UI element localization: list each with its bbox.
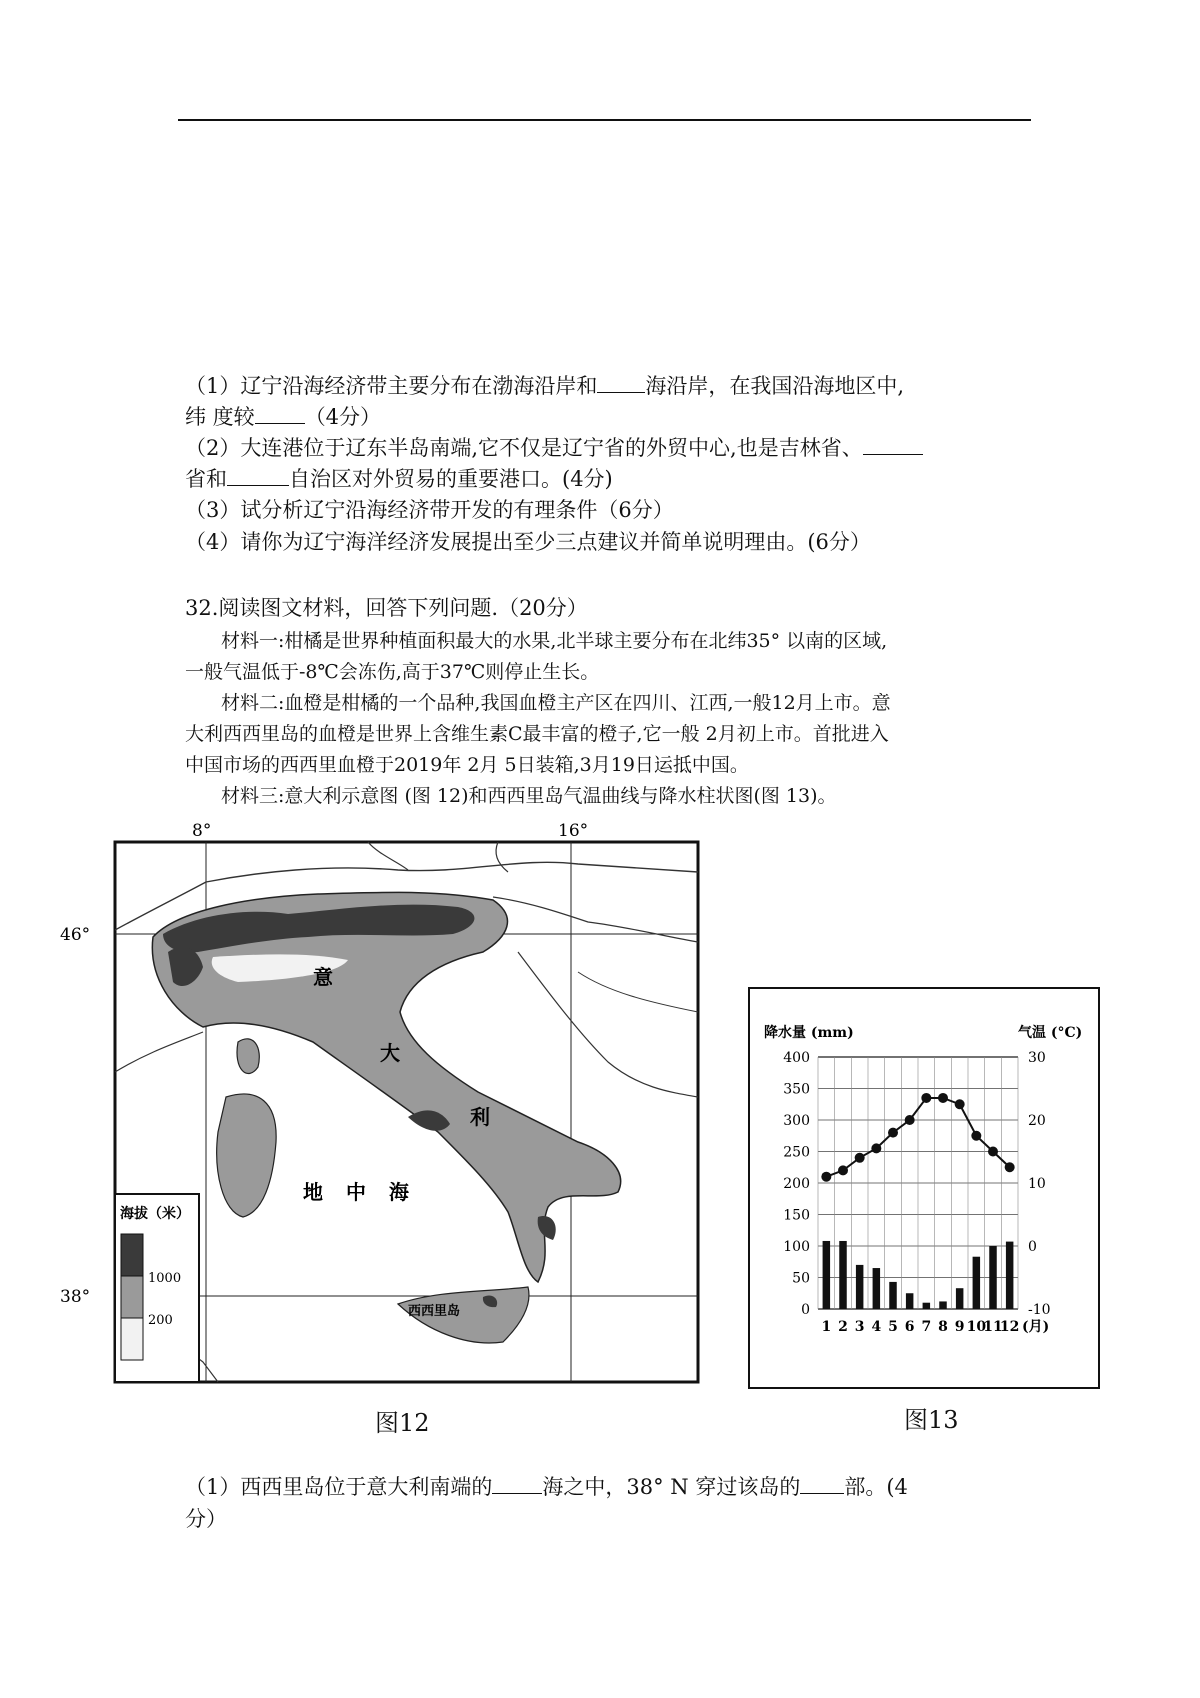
temperature-point xyxy=(988,1147,998,1157)
right-tick-label: 20 xyxy=(1028,1113,1046,1129)
country-char-2: 大 xyxy=(380,1041,400,1065)
q32-sub1-line2: 分） xyxy=(185,1507,227,1531)
right-axis-label: 气温 (°C) xyxy=(1018,1025,1083,1041)
temperature-point xyxy=(938,1093,948,1103)
month-tick-label: 5 xyxy=(888,1319,898,1335)
temperature-point xyxy=(971,1131,981,1141)
figure-12-caption: 图12 xyxy=(375,1409,430,1437)
right-tick-label: -10 xyxy=(1028,1302,1051,1318)
figure-13-caption: 图13 xyxy=(904,1406,959,1434)
material-3: 材料三:意大利示意图 (图 12)和西西里岛气温曲线与降水柱状图(图 13)。 xyxy=(221,785,837,807)
lon-label-16: 16° xyxy=(558,821,589,841)
precipitation-bar xyxy=(956,1288,964,1309)
country-char-1: 意 xyxy=(313,965,333,989)
material-2-line2: 大利西西里岛的血橙是世界上含维生素C最丰富的橙子,它一般 2月初上市。首批进入 xyxy=(185,723,889,745)
q31-sub1-line1: （1）辽宁沿海经济带主要分布在渤海沿岸和 海沿岸，在我国沿海地区中, xyxy=(185,374,905,398)
month-tick-label: 7 xyxy=(921,1319,932,1335)
right-tick-label: 10 xyxy=(1028,1176,1046,1192)
left-tick-label: 300 xyxy=(783,1113,810,1129)
left-tick-label: 150 xyxy=(783,1207,810,1224)
q31-sub4: （4）请你为辽宁海洋经济发展提出至少三点建议并简单说明理由。(6分） xyxy=(185,530,871,554)
month-tick-label: 3 xyxy=(854,1319,865,1335)
precipitation-bar xyxy=(906,1293,914,1309)
precipitation-bar xyxy=(923,1303,931,1309)
precipitation-bar xyxy=(823,1241,831,1309)
temperature-point xyxy=(838,1165,848,1175)
corsica-island xyxy=(237,1039,259,1074)
answer-blank[interactable] xyxy=(597,372,645,393)
q31-sub2-line2: 省和 自治区对外贸易的重要港口。(4分) xyxy=(185,467,613,491)
sea-label: 地 中 海 xyxy=(303,1180,417,1204)
temperature-point xyxy=(871,1143,881,1153)
q31-sub1-line2: 纬 度较 （4分） xyxy=(185,405,382,429)
temperature-point xyxy=(821,1172,831,1182)
temperature-point xyxy=(955,1099,965,1109)
answer-blank[interactable] xyxy=(227,465,289,486)
temperature-point xyxy=(888,1128,898,1138)
header-rule xyxy=(178,119,1031,121)
month-tick-label: 11 xyxy=(983,1319,1003,1335)
right-tick-label: 0 xyxy=(1028,1239,1037,1255)
month-tick-label: 4 xyxy=(871,1319,882,1335)
left-tick-label: 400 xyxy=(783,1050,810,1066)
precipitation-bar xyxy=(939,1301,947,1309)
lat-label-46: 46° xyxy=(60,925,91,945)
answer-blank[interactable] xyxy=(255,403,305,424)
right-tick-label: 30 xyxy=(1028,1050,1046,1066)
q32-title: 32.阅读图文材料，回答下列问题.（20分） xyxy=(185,596,588,620)
month-tick-label: 2 xyxy=(838,1319,848,1335)
left-tick-label: 0 xyxy=(801,1302,810,1318)
precipitation-bar xyxy=(839,1241,847,1309)
left-axis-label: 降水量 (mm) xyxy=(764,1025,854,1041)
answer-blank[interactable] xyxy=(492,1473,542,1494)
temperature-point xyxy=(905,1115,915,1125)
legend-swatch-low xyxy=(121,1318,143,1360)
material-1-line2: 一般气温低于-8℃会冻伤,高于37℃则停止生长。 xyxy=(185,661,600,683)
legend-title: 海拔（米） xyxy=(120,1206,190,1222)
lat-label-38: 38° xyxy=(60,1287,91,1307)
lon-label-8: 8° xyxy=(192,821,212,841)
precipitation-bar xyxy=(1006,1242,1014,1309)
legend-swatch-mid xyxy=(121,1276,143,1318)
month-tick-label: 12 xyxy=(999,1319,1020,1335)
answer-blank[interactable] xyxy=(863,434,923,455)
precipitation-bar xyxy=(889,1282,897,1309)
month-unit-label: (月) xyxy=(1022,1319,1050,1335)
material-1-line1: 材料一:柑橘是世界种植面积最大的水果,北半球主要分布在北纬35° 以南的区域, xyxy=(221,630,888,652)
temperature-point xyxy=(1005,1162,1015,1172)
legend-swatch-high xyxy=(121,1234,143,1276)
month-tick-label: 9 xyxy=(954,1319,965,1335)
legend-level-1000: 1000 xyxy=(148,1271,182,1286)
left-tick-label: 200 xyxy=(783,1176,810,1192)
material-2-line1: 材料二:血橙是柑橘的一个品种,我国血橙主产区在四川、江西,一般12月上市。意 xyxy=(221,692,891,714)
climate-chart-figure xyxy=(748,987,1100,1389)
country-char-3: 利 xyxy=(470,1105,490,1129)
temperature-point xyxy=(921,1093,931,1103)
precipitation-bar xyxy=(973,1257,981,1309)
precipitation-bar xyxy=(873,1268,881,1309)
month-tick-label: 1 xyxy=(821,1319,832,1335)
q31-sub2-line1: （2）大连港位于辽东半岛南端,它不仅是辽宁省的外贸中心,也是吉林省、 xyxy=(185,433,923,464)
material-2-line3: 中国市场的西西里血橙于2019年 2月 5日装箱,3月19日运抵中国。 xyxy=(185,754,749,776)
island-label: 西西里岛 xyxy=(408,1304,461,1319)
month-tick-label: 6 xyxy=(904,1319,915,1335)
left-tick-label: 100 xyxy=(783,1239,810,1255)
month-tick-label: 8 xyxy=(938,1319,948,1335)
month-tick-label: 10 xyxy=(966,1319,987,1335)
left-tick-label: 350 xyxy=(783,1081,810,1098)
answer-blank[interactable] xyxy=(800,1473,844,1494)
legend-level-200: 200 xyxy=(148,1313,173,1328)
q32-sub1-line1: （1）西西里岛位于意大利南端的 海之中，38° N 穿过该岛的 部。(4 xyxy=(185,1475,908,1499)
precipitation-bar xyxy=(989,1246,997,1309)
left-tick-label: 50 xyxy=(792,1270,810,1287)
left-tick-label: 250 xyxy=(783,1144,810,1161)
q31-sub3: （3）试分析辽宁沿海经济带开发的有理条件（6分） xyxy=(185,498,674,522)
temperature-point xyxy=(855,1153,865,1163)
italy-map-figure xyxy=(60,821,700,1387)
precipitation-bar xyxy=(856,1265,864,1309)
